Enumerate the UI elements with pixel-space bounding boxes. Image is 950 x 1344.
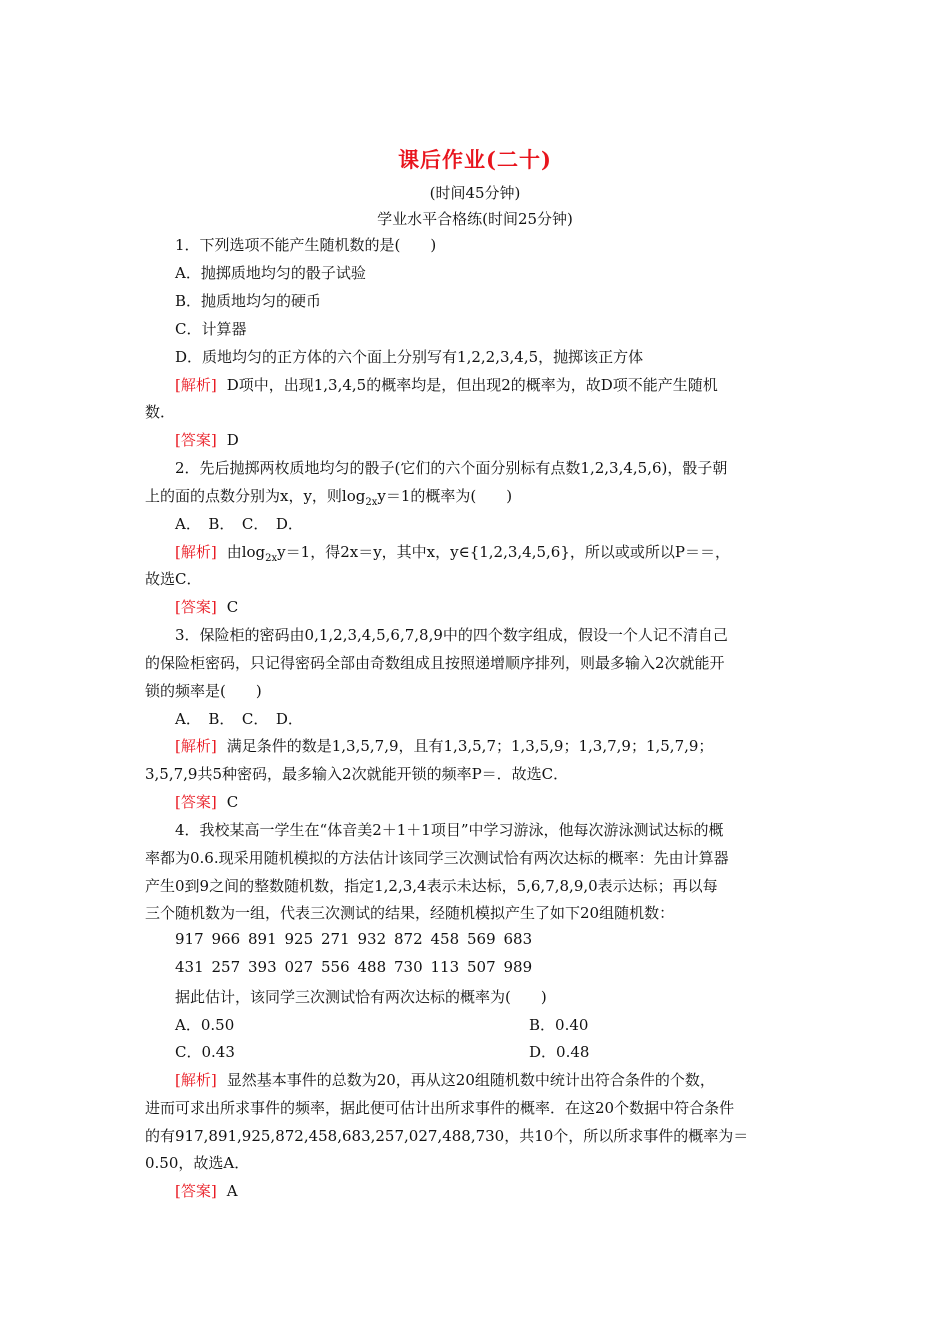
random-numbers-row-2	[175, 958, 540, 976]
q1-option-a: A．抛掷质地均匀的骰子试验	[175, 264, 366, 282]
q3-options: A． B． C． D．	[175, 710, 303, 728]
q4-ask: 据此估计，该同学三次测试恰有两次达标的概率为( )	[175, 988, 547, 1006]
random-number: 917	[175, 930, 204, 948]
answer-label: [答案]	[175, 1182, 217, 1200]
random-number: 257	[211, 958, 241, 976]
q1-stem: 1．下列选项不能产生随机数的是( )	[175, 236, 437, 254]
q3-stem-cont2: 锁的频率是( )	[145, 682, 262, 700]
random-number: 932	[357, 930, 387, 948]
q4-stem-cont3: 三个随机数为一组，代表三次测试的结果，经随机模拟产生了如下20组随机数：	[145, 904, 675, 922]
q4-stem-cont: 率都为0.6.现采用随机模拟的方法估计该同学三次测试恰有两次达标的概率：先由计算器	[145, 849, 729, 867]
q4-analysis-cont: 进而可求出所求事件的频率，据此便可估计出所求事件的概率．在这20个数据中符合条件	[145, 1099, 735, 1117]
q3-stem: 3．保险柜的密码由0,1,2,3,4,5,6,7,8,9中的四个数字组成，假设一个人记不清自己	[175, 626, 728, 644]
random-number: 113	[430, 958, 460, 976]
analysis-label: [解析]	[175, 376, 217, 394]
q4-stem: 4．我校某高一学生在“体音美2＋1＋1项目”中学习游泳，他每次游泳测试达标的概	[175, 821, 724, 839]
q3-analysis-cont: 3,5,7,9共5种密码，最多输入2次就能开锁的频率P＝．故选C．	[145, 765, 569, 783]
q2-analysis-cont: 故选C．	[145, 570, 202, 588]
q2-answer: [答案] C	[175, 598, 239, 616]
q1-analysis-cont: 数．	[145, 403, 176, 421]
random-number: 488	[357, 958, 387, 976]
q3-answer: [答案] C	[175, 793, 239, 811]
q2-options: A． B． C． D．	[175, 515, 303, 533]
q1-option-c: C．计算器	[175, 320, 247, 338]
q4-answer: [答案] A	[175, 1182, 238, 1200]
random-number: 925	[284, 930, 314, 948]
q3-stem-cont: 的保险柜密码，只记得密码全部由奇数组成且按照递增顺序排列，则最多输入2次就能开	[145, 654, 725, 672]
random-numbers-row-1	[175, 930, 540, 948]
analysis-label: [解析]	[175, 543, 217, 561]
q4-analysis: [解析] 显然基本事件的总数为20，再从这20组随机数中统计出符合条件的个数，	[175, 1071, 715, 1089]
random-number: 271	[321, 930, 350, 948]
random-number: 989	[503, 958, 533, 976]
q2-stem-cont: 上的面的点数分别为x，y，则$\log_{2x}y=1$的概率为( )	[145, 487, 513, 508]
random-number: 027	[284, 958, 314, 976]
q3-analysis: [解析] 满足条件的数是1,3,5,7,9，且有1,3,5,7；1,3,5,9；1,3,7,9；1,5,7,9；	[175, 737, 714, 755]
time-note: (时间45分钟)	[429, 184, 521, 202]
q4-analysis-cont2: 的有917,891,925,872,458,683,257,027,488,730，共10个，所以所求事件的概率为＝	[145, 1127, 749, 1145]
answer-label: [答案]	[175, 431, 217, 449]
q4-option-d: D．0.48	[529, 1043, 590, 1061]
analysis-label: [解析]	[175, 737, 217, 755]
q2-stem: 2．先后抛掷两枚质地均匀的骰子(它们的六个面分别标有点数1,2,3,4,5,6)，骰子朝	[175, 459, 728, 477]
q4-stem-cont2: 产生0到9之间的整数随机数，指定1,2,3,4表示未达标，5,6,7,8,9,0表示达标；再以每	[145, 877, 718, 895]
random-number: 393	[248, 958, 277, 976]
q1-analysis: [解析] D项中，出现1,3,4,5的概率均是，但出现2的概率为，故D项不能产生随机	[175, 376, 718, 394]
section-heading: 学业水平合格练(时间25分钟)	[377, 210, 573, 228]
answer-label: [答案]	[175, 598, 217, 616]
q1-option-d: D．质地均匀的正方体的六个面上分别写有1,2,2,3,4,5，抛掷该正方体	[175, 348, 644, 366]
analysis-label: [解析]	[175, 1071, 217, 1089]
random-number: 556	[321, 958, 350, 976]
random-number: 569	[467, 930, 496, 948]
random-number: 683	[503, 930, 533, 948]
random-number: 431	[175, 958, 204, 976]
q4-analysis-cont3: 0.50，故选A．	[145, 1154, 250, 1172]
page-title: 课后作业(二十)	[398, 147, 552, 172]
q4-option-c: C．0.43	[175, 1043, 235, 1061]
random-number: 966	[211, 930, 241, 948]
q4-option-b: B．0.40	[529, 1016, 589, 1034]
random-number: 730	[394, 958, 423, 976]
q4-option-a: A．0.50	[175, 1016, 235, 1034]
q2-analysis: [解析] 由$\log_{2x}y=1$，得2x＝y，其中x，y∈{1,2,3,4,5,6}，所以或或所以P＝＝，	[175, 543, 730, 564]
random-number: 458	[430, 930, 460, 948]
q1-answer: [答案] D	[175, 431, 239, 449]
answer-label: [答案]	[175, 793, 217, 811]
q1-option-b: B．抛质地均匀的硬币	[175, 292, 322, 310]
random-number: 507	[467, 958, 496, 976]
random-number: 872	[394, 930, 423, 948]
random-number: 891	[248, 930, 277, 948]
